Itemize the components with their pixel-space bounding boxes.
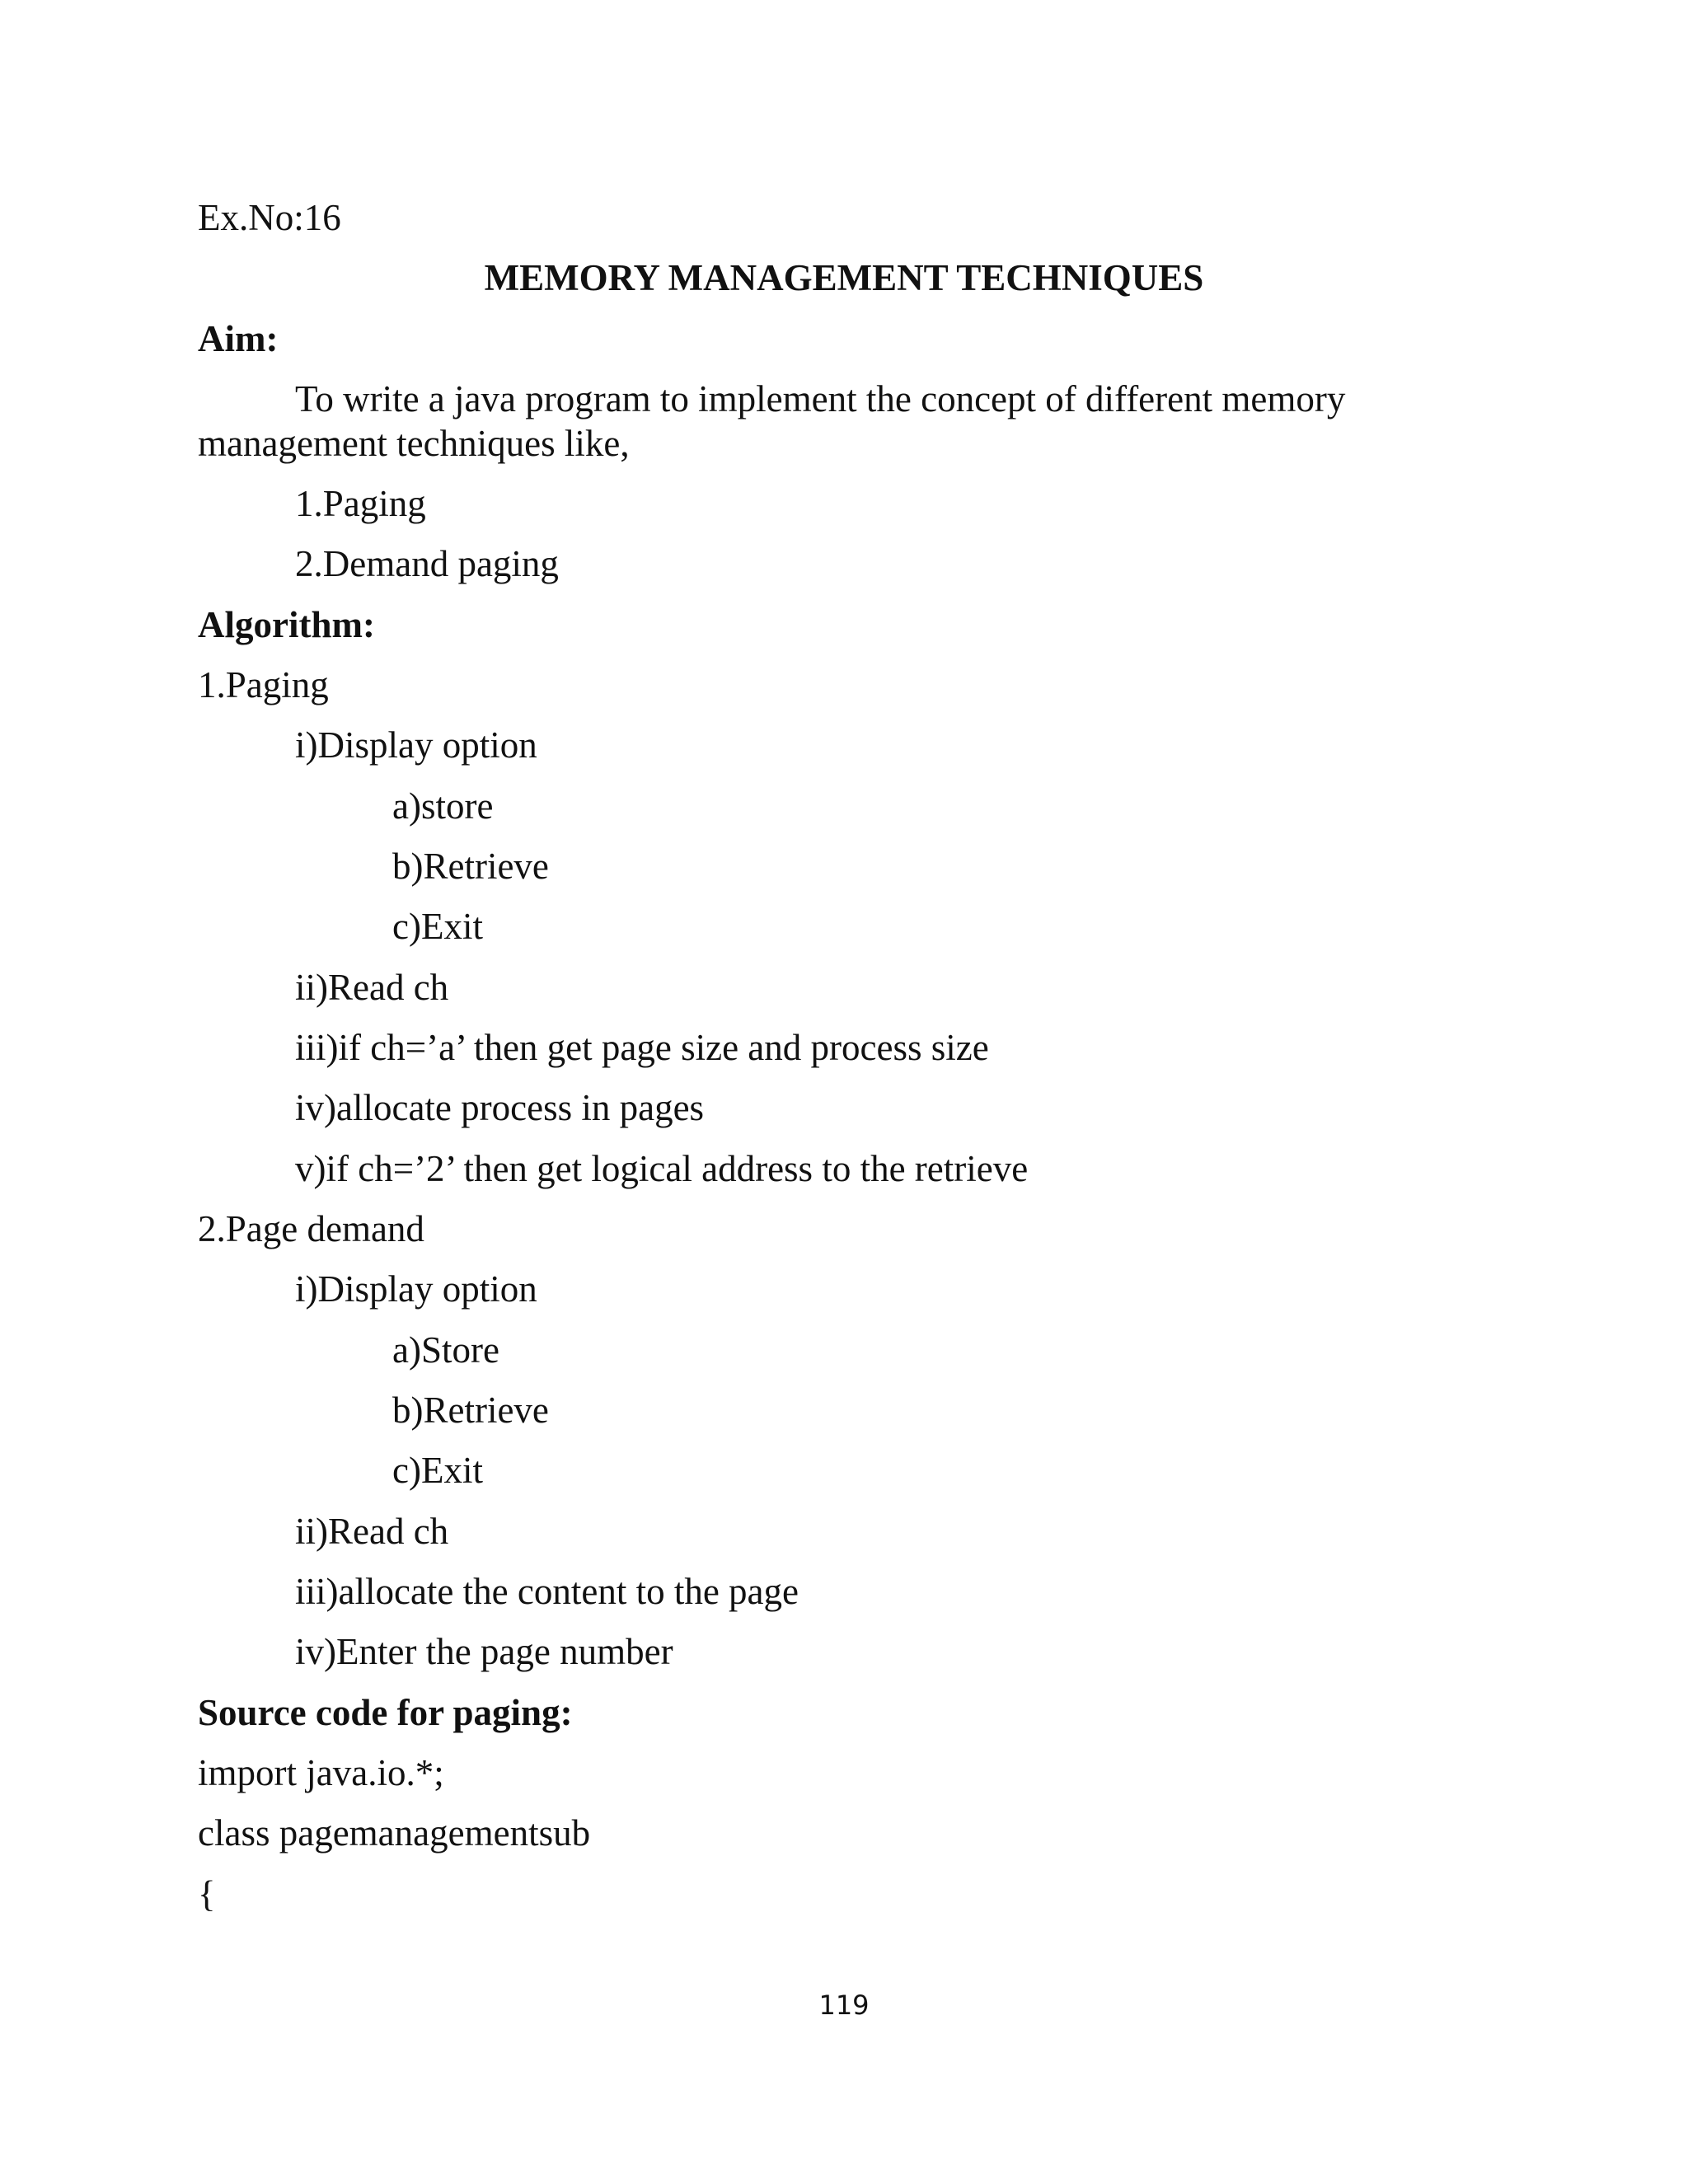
page-demand-step: iii)allocate the content to the page xyxy=(295,1571,799,1612)
page-demand-heading: 2.Page demand xyxy=(198,1208,424,1249)
aim-text-line-2: management techniques like, xyxy=(198,423,630,464)
paging-step: iii)if ch=’a’ then get page size and process size xyxy=(295,1027,989,1068)
page-demand-option: b)Retrieve xyxy=(392,1390,549,1431)
paging-option: c)Exit xyxy=(392,906,483,947)
algorithm-heading: Algorithm: xyxy=(198,604,375,645)
aim-heading: Aim: xyxy=(198,318,279,359)
paging-option: b)Retrieve xyxy=(392,846,549,887)
source-code-heading: Source code for paging: xyxy=(198,1692,573,1733)
exercise-number: Ex.No:16 xyxy=(198,197,341,238)
aim-text-line-1: To write a java program to implement the concept of different memory xyxy=(295,378,1346,419)
page-demand-step: iv)Enter the page number xyxy=(295,1631,673,1672)
paging-option: a)store xyxy=(392,785,494,827)
paging-heading: 1.Paging xyxy=(198,664,329,705)
paging-step: iv)allocate process in pages xyxy=(295,1087,705,1128)
paging-step: ii)Read ch xyxy=(295,967,449,1008)
aim-item: 1.Paging xyxy=(295,483,426,524)
paging-step: i)Display option xyxy=(295,724,537,766)
page-demand-option: c)Exit xyxy=(392,1450,483,1491)
code-line: { xyxy=(198,1873,216,1915)
page-demand-step: ii)Read ch xyxy=(295,1511,449,1552)
page-number: 119 xyxy=(818,1990,870,2021)
page-demand-option: a)Store xyxy=(392,1329,499,1371)
paging-step: v)if ch=’2’ then get logical address to the retrieve xyxy=(295,1148,1029,1189)
page-title: MEMORY MANAGEMENT TECHNIQUES xyxy=(484,257,1204,298)
code-line: class pagemanagementsub xyxy=(198,1812,591,1854)
aim-item: 2.Demand paging xyxy=(295,543,559,584)
page-demand-step: i)Display option xyxy=(295,1268,537,1310)
code-line: import java.io.*; xyxy=(198,1752,444,1793)
